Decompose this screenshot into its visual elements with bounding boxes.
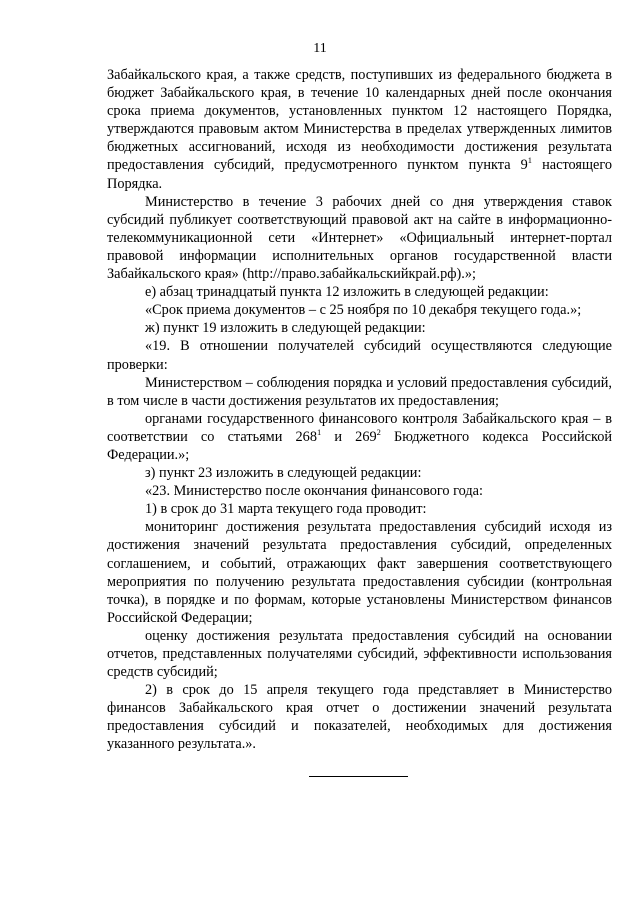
paragraph-clause-19: «19. В отношении получателей субсидий осуществляются следующие проверки: [107,338,612,373]
superscript: 1 [316,427,322,438]
end-of-text-rule [309,776,408,777]
paragraph-continuation [107,66,612,193]
paragraph-text: Забайкальского края, а также средств, поступивших из федерального бюджета в бюджет Забайкальского края, в течение 10 календарных дней после окончания срока приема документов, установленных пунктом 12 настоящего Порядка, утверждаются правовым актом Министерства в пределах утвержденных лимитов бюджетных ассигнований, исходя из необходимости достижения результата предоставления субсидий, предусмотренного пунктом пункта 9 [107,67,612,174]
paragraph-financial-control [107,410,612,464]
page-number: 11 [313,41,327,56]
paragraph-publication: Министерство в течение 3 рабочих дней со дня утверждения ставок субсидий публикует соответствующий правовой акт на сайте в информационно-телекоммуникационной сети «Интернет» «Официальный интернет-портал правовой информации исполнительных органов государственной власти Забайкальского края» (http://право.забайкальскийкрай.рф).»; [107,193,612,283]
paragraph-amendment-e: е) абзац тринадцатый пункта 12 изложить в следующей редакции: [145,284,549,301]
paragraph-text-mid: и 269 [321,428,377,445]
paragraph-deadline: «Срок приема документов – с 25 ноября по 10 декабря текущего года.»; [145,302,582,319]
paragraph-item-2: 2) в срок до 15 апреля текущего года представляет в Министерство финансов Забайкальского края отчет о достижении значений результата предоставления субсидий и показателей, необходимых для достижения указанного результата.». [107,682,612,753]
superscript: 2 [376,427,381,438]
paragraph-text: органами государственного финансового контроля Забайкальского края – в соответствии со статьями 268 [107,410,612,445]
paragraph-text-tail: Бюджетного кодекса Российской Федерации.»; [107,428,612,463]
paragraph-item-1: 1) в срок до 31 марта текущего года проводит: [145,501,427,518]
superscript: 1 [527,155,533,166]
paragraph-monitoring: мониторинг достижения результата предоставления субсидий исходя из достижения значений результата предоставления субсидий, определенных соглашением, и событий, отражающих факт завершения соответствующего мероприятия по получению результата предоставления субсидии (контрольная точка), в порядке и по формам, которые установлены Министерством финансов Российской Федерации; [107,519,612,626]
paragraph-assessment: оценку достижения результата предоставления субсидий на основании отчетов, представленных получателями субсидий, эффективности использования средств субсидий; [107,627,612,681]
paragraph-clause-23: «23. Министерство после окончания финансового года: [145,483,483,500]
paragraph-amendment-zh: ж) пункт 19 изложить в следующей редакции: [145,320,426,337]
paragraph-amendment-z: з) пункт 23 изложить в следующей редакции: [145,465,422,482]
paragraph-text-tail: настоящего Порядка. [107,157,612,192]
paragraph-ministry-check: Министерством – соблюдения порядка и условий предоставления субсидий, в том числе в части достижения результатов их предоставления; [107,374,612,409]
document-body [107,66,612,754]
